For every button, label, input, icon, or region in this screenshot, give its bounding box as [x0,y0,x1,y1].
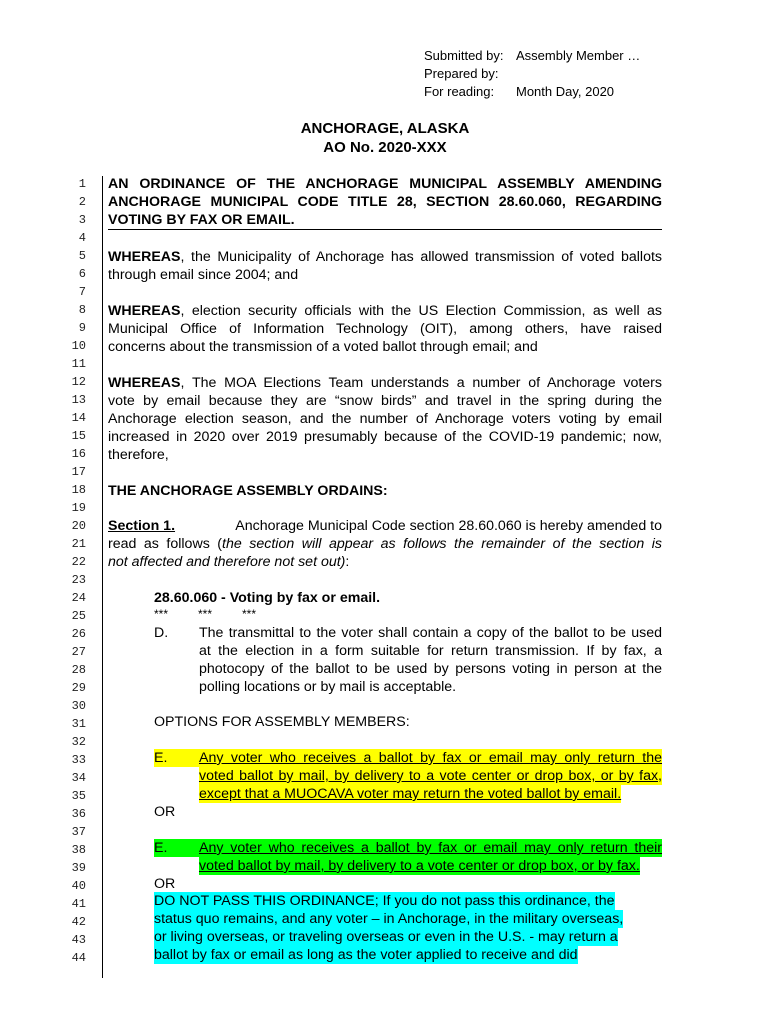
line-number: 8 [78,303,86,317]
line-number: 1 [78,177,86,191]
ordinance-number: AO No. 2020-XXX [323,139,447,156]
line-number: 28 [71,663,86,677]
section-italic-text: not affected and therefore not set out) [108,554,346,570]
for-reading-label: For reading: [424,84,495,99]
option-yellow-line-2: voted ballot by mail, by delivery to a vote center or drop box, or by fax, [199,768,662,784]
whereas-3-line-3: Anchorage election season, and the number of Anchorage voters voting by email [108,411,662,427]
line-number: 43 [71,933,86,947]
whereas-1-line-1 [108,248,662,266]
line-number: 10 [71,339,86,353]
ordinance-title-line-3: VOTING BY FAX OR EMAIL. [108,212,295,228]
whereas-text: , The MOA Elections Team understands a number of Anchorage voters [180,375,662,391]
option-green-line-1: Any voter who receives a ballot by fax or email may only return their [199,840,662,856]
document-title: ANCHORAGE, ALASKA [300,120,470,137]
option-cyan-line-3: or living overseas, or traveling overseas or even in the U.S. - may return a [154,929,618,945]
section-1-line-3 [108,553,349,571]
line-number: 26 [71,627,86,641]
whereas-2-line-2: Municipal Office of Information Technology (OIT), among others, have raised [108,321,662,337]
section-italic-text: the section will appear as follows the remainder of the section is [222,536,662,552]
line-number: 13 [71,393,86,407]
line-number: 24 [71,591,86,605]
whereas-keyword: WHEREAS [108,303,181,319]
line-number: 17 [71,465,86,479]
option-yellow-line-1: Any voter who receives a ballot by fax or email may only return the [199,750,662,766]
line-number: 35 [71,789,86,803]
line-number: 44 [71,951,86,965]
whereas-text: , election security officials with the US Election Commission, as well as [180,303,662,319]
line-number: 9 [78,321,86,335]
line-number: 34 [71,771,86,785]
or-separator: OR [154,804,176,820]
submitted-by-value: Assembly Member … [516,48,641,63]
line-number: 33 [71,753,86,767]
line-number: 14 [71,411,86,425]
option-cyan-line-2: status quo remains, and any voter – in Anchorage, in the military overseas, [154,911,624,927]
whereas-2-line-1 [108,302,662,320]
option-cyan-line-4: ballot by fax or email as long as the voter applied to receive and did [154,947,578,963]
or-separator: OR [154,876,176,892]
section-1-line-1 [108,517,662,535]
line-number: 32 [71,735,86,749]
line-number: 27 [71,645,86,659]
subsection-d-label: D. [154,625,169,641]
line-number: 5 [78,249,86,263]
whereas-keyword: WHEREAS [108,375,181,391]
options-heading: OPTIONS FOR ASSEMBLY MEMBERS: [154,714,410,730]
option-green-line-2: voted ballot by mail, by delivery to a vote center or drop box, or by fax. [199,858,640,874]
line-number: 42 [71,915,86,929]
line-number: 11 [71,357,86,371]
line-number: 7 [78,285,86,299]
whereas-1-line-2: through email since 2004; and [108,267,299,283]
section-text: read as follows ( [108,536,223,552]
ordains-heading: THE ANCHORAGE ASSEMBLY ORDAINS: [108,483,388,499]
line-number: 20 [71,519,86,533]
line-number: 16 [71,447,86,461]
submitted-by-label: Submitted by: [424,48,504,63]
line-number: 23 [71,573,86,587]
line-number: 2 [78,195,86,209]
subsection-d-line-3: photocopy of the ballot to be used by persons voting in person at the [199,661,662,677]
line-number: 15 [71,429,86,443]
whereas-keyword: WHEREAS [108,249,181,265]
line-number: 19 [71,501,86,515]
line-number: 18 [71,483,86,497]
whereas-3-line-5: therefore, [108,447,169,463]
subsection-d-line-2: at the election in a form suitable for return transmission. If by fax, a [199,643,662,659]
section-1-line-2 [108,535,662,553]
subsection-d-line-4: polling locations or by mail is acceptable. [199,679,457,695]
line-number: 36 [71,807,86,821]
line-number: 3 [78,213,86,227]
line-number: 39 [71,861,86,875]
line-number: 38 [71,843,86,857]
line-number: 12 [71,375,86,389]
option-e-label-green: E. [154,839,199,857]
line-number: 21 [71,537,86,551]
prepared-by-label: Prepared by: [424,66,499,81]
line-number: 29 [71,681,86,695]
section-text: : [345,554,350,570]
code-section-heading: 28.60.060 - Voting by fax or email. [154,590,381,606]
margin-rule [102,176,103,978]
section-label: Section 1. [108,518,176,534]
whereas-3-line-2: vote by email because they are “snow birds” and travel in the spring during the [108,393,662,409]
section-text: Anchorage Municipal Code section 28.60.060 is hereby amended to [235,518,662,534]
line-number: 37 [71,825,86,839]
star-group: *** [198,607,213,621]
line-number: 4 [78,231,86,245]
for-reading-value: Month Day, 2020 [516,84,615,99]
line-number: 40 [71,879,86,893]
line-number: 31 [71,717,86,731]
whereas-2-line-3: concerns about the transmission of a voted ballot through email; and [108,339,538,355]
line-number: 6 [78,267,86,281]
whereas-3-line-1 [108,374,662,392]
line-number: 25 [71,609,86,623]
omission-stars [154,605,286,623]
title-underline [108,229,662,230]
star-group: *** [154,607,169,621]
line-number: 30 [71,699,86,713]
star-group: *** [242,607,257,621]
ordinance-title-line-1: AN ORDINANCE OF THE ANCHORAGE MUNICIPAL ASSEMBLY AMENDING [108,176,662,192]
whereas-text: , the Municipality of Anchorage has allowed transmission of voted ballots [180,249,662,265]
subsection-d-line-1: The transmittal to the voter shall contain a copy of the ballot to be used [199,625,662,641]
option-yellow-line-3: except that a MUOCAVA voter may return the voted ballot by email. [199,786,622,802]
ordinance-title-line-2: ANCHORAGE MUNICIPAL CODE TITLE 28, SECTION 28.60.060, REGARDING [108,194,662,210]
option-cyan-line-1: DO NOT PASS THIS ORDINANCE; If you do not pass this ordinance, the [154,893,615,909]
option-e-label-yellow: E. [154,749,199,767]
whereas-3-line-4: increased in 2020 over 2019 presumably because of the COVID-19 pandemic; now, [108,429,662,445]
line-number: 22 [71,555,86,569]
line-number: 41 [71,897,86,911]
